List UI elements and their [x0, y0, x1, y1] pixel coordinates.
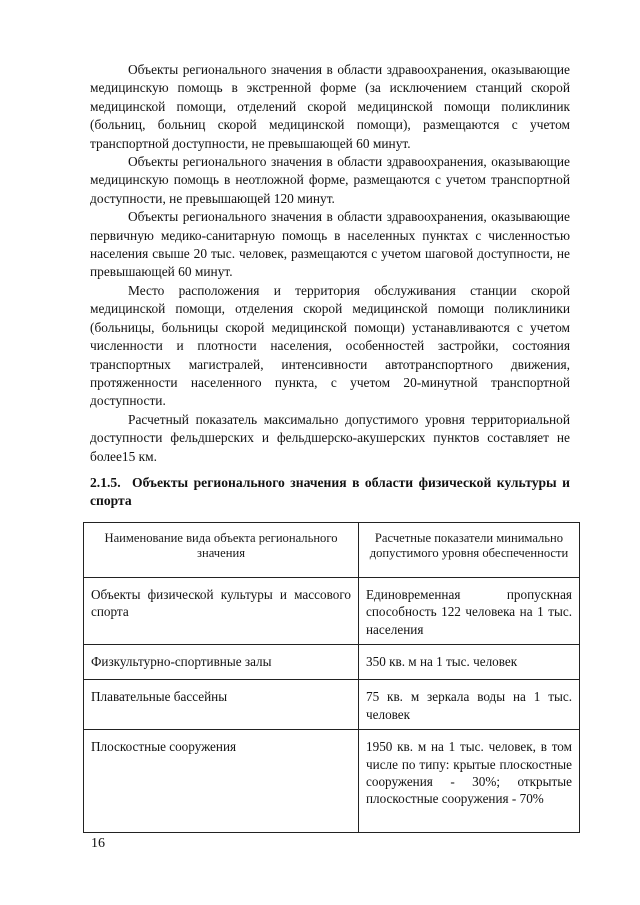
table-row [84, 680, 580, 730]
row-name: Плавательные бассейны [84, 680, 359, 730]
section-number: 2.1.5. [90, 475, 121, 490]
paragraph-urgent-care: Объекты регионального значения в области здравоохранения, оказывающие медицинскую помощь в неотложной форме, размещаются с учетом транспортной доступности, не превышающей 120 минут. [90, 154, 570, 206]
section-title: Объекты регионального значения в области физической культуры и спорта [90, 475, 570, 509]
row-value: 1950 кв. м на 1 тыс. человек, в том числе по типу: крытые плоскостные сооружения - 30%; открытые плоскостные сооружения - 70% [359, 730, 580, 833]
header-calculated-indicators: Расчетные показатели минимально допустимого уровня обеспеченности [359, 523, 580, 578]
row-value: 75 кв. м зеркала воды на 1 тыс. человек [359, 680, 580, 730]
row-name: Объекты физической культуры и массового спорта [84, 578, 359, 645]
header-object-type: Наименование вида объекта регионального значения [84, 523, 359, 578]
body-text [90, 61, 570, 466]
row-name: Физкультурно-спортивные залы [84, 645, 359, 680]
row-value: 350 кв. м на 1 тыс. человек [359, 645, 580, 680]
row-value: Единовременная пропускная способность 122 человека на 1 тыс. населения [359, 578, 580, 645]
table-row [84, 730, 580, 833]
paragraph-feldsher-points: Расчетный показатель максимально допустимого уровня территориальной доступности фельдшерских и фельдшерско-акушерских пунктов составляет не более15 км. [90, 411, 570, 464]
paragraph-emergency-care: Объекты регионального значения в области здравоохранения, оказывающие медицинскую помощь в экстренной форме (за исключением станций скорой медицинской помощи, отделений скорой медицинской помощи поликлиник (больниц, больниц скорой медицинской помощи), размещаются с учетом транспортной доступности, не превышающей 60 минут. [90, 62, 570, 151]
row-name: Плоскостные сооружения [84, 730, 359, 833]
table-row [84, 578, 580, 645]
paragraph-ambulance-station: Место расположения и территория обслуживания станции скорой медицинской помощи, отделения скорой медицинской помощи поликлиники (больницы, больницы скорой медицинской помощи) устанавливаются с учетом численности и плотности населения, особенностей застройки, состояния транспортных магистралей, интенсивности автотранспортного движения, протяженности населенного пункта, с учетом 20-минутной транспортной доступности. [90, 282, 570, 409]
table-header-row [84, 523, 580, 578]
sports-norms-table [83, 522, 580, 833]
section-heading [90, 474, 570, 511]
paragraph-primary-care: Объекты регионального значения в области здравоохранения, оказывающие первичную медико-санитарную помощь в населенных пунктах с численностью населения свыше 20 тыс. человек, размещаются с учетом шаговой доступности, не превышающей 60 минут. [90, 209, 570, 280]
table-row [84, 645, 580, 680]
page-number: 16 [91, 836, 105, 851]
